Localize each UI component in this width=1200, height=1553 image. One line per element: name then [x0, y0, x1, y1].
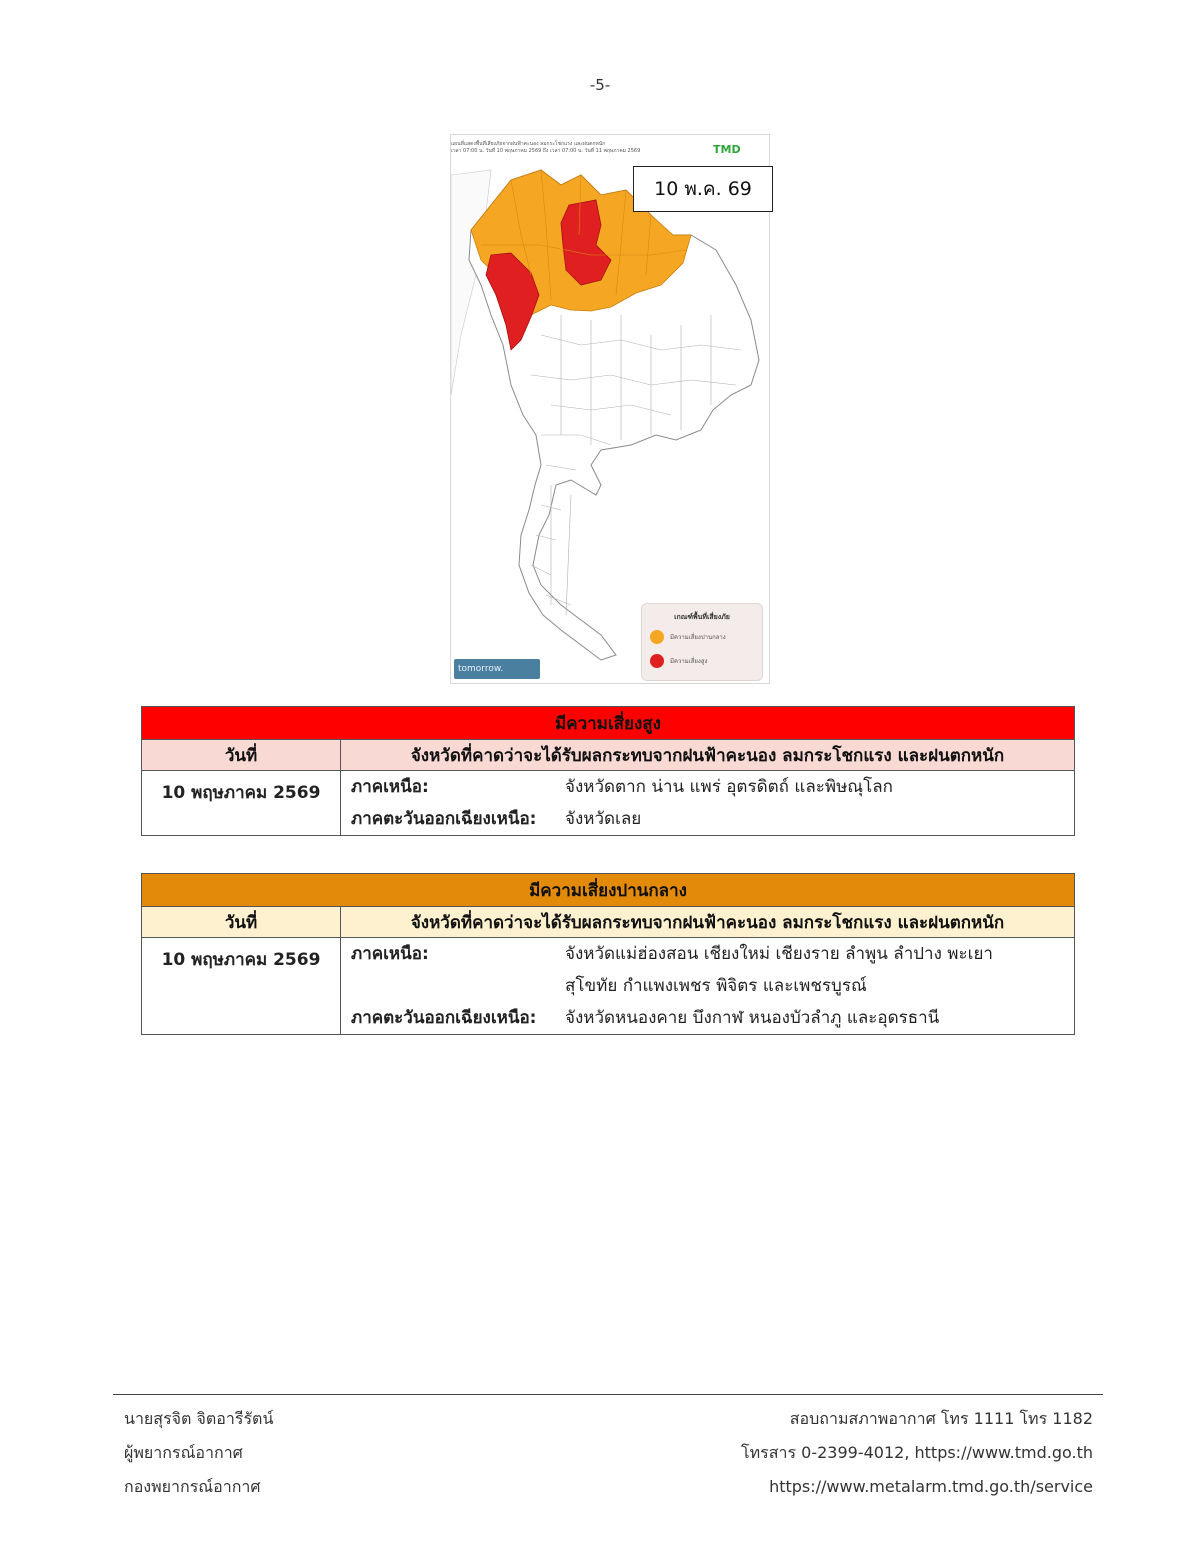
region-provinces: จังหวัดหนองคาย บึงกาฬ หนองบัวลำภู และอุดรธานี	[565, 1008, 940, 1028]
region-row	[351, 803, 1074, 835]
region-row-continued	[351, 970, 1074, 1002]
map-legend	[641, 603, 763, 681]
region-name: ภาคเหนือ:	[351, 944, 429, 964]
high-risk-date: 10 พฤษภาคม 2569	[142, 771, 341, 836]
region-name: ภาคตะวันออกเฉียงเหนือ:	[351, 1008, 537, 1028]
footer-divider	[113, 1394, 1103, 1395]
forecaster-position: ผู้พยากรณ์อากาศ	[124, 1443, 243, 1462]
region-row	[351, 938, 1074, 970]
region-provinces: จังหวัดเลย	[565, 809, 642, 829]
legend-item-high	[650, 654, 707, 668]
region-provinces: สุโขทัย กำแพงเพชร พิจิตร และเพชรบูรณ์	[565, 976, 867, 996]
moderate-risk-col-provinces: จังหวัดที่คาดว่าจะได้รับผลกระทบจากฝนฟ้าคะนอง ลมกระโชกแรง และฝนตกหนัก	[341, 907, 1075, 938]
map-date-label: 10 พ.ค. 69	[633, 166, 773, 212]
footer-contact	[741, 1402, 1093, 1504]
map-title: แผนที่แสดงพื้นที่เสี่ยงภัยจากฝนฟ้าคะนอง ลมกระโชกแรง และฝนตกหนัก	[451, 141, 606, 147]
high-risk-col-date: วันที่	[142, 740, 341, 771]
table-row	[142, 938, 1075, 1035]
moderate-risk-title: มีความเสี่ยงปานกลาง	[142, 874, 1075, 907]
forecaster-name: นายสุรจิต จิตอารีรัตน์	[124, 1409, 274, 1428]
moderate-risk-date: 10 พฤษภาคม 2569	[142, 938, 341, 1035]
high-risk-title: มีความเสี่ยงสูง	[142, 707, 1075, 740]
page-number: -5-	[589, 76, 611, 94]
region-row	[351, 771, 1074, 803]
high-risk-details	[341, 771, 1075, 836]
contact-fax-website: โทรสาร 0-2399-4012, https://www.tmd.go.th	[741, 1443, 1093, 1462]
region-row	[351, 1002, 1074, 1034]
legend-label-moderate: มีความเสี่ยงปานกลาง	[670, 634, 726, 641]
contact-metalarm-link: https://www.metalarm.tmd.go.th/service	[769, 1477, 1093, 1496]
region-provinces: จังหวัดแม่ฮ่องสอน เชียงใหม่ เชียงราย ลำพูน ลำปาง พะเยา	[565, 944, 993, 964]
high-dot-icon	[650, 654, 664, 668]
moderate-risk-table	[141, 873, 1075, 1035]
legend-title: เกณฑ์พื้นที่เสี่ยงภัย	[674, 613, 730, 621]
region-name: ภาคเหนือ:	[351, 777, 429, 797]
region-provinces: จังหวัดตาก น่าน แพร่ อุตรดิตถ์ และพิษณุโลก	[565, 777, 893, 797]
thailand-map	[451, 135, 769, 683]
moderate-dot-icon	[650, 630, 664, 644]
contact-phone: สอบถามสภาพอากาศ โทร 1111 โทร 1182	[789, 1409, 1093, 1428]
moderate-risk-details	[341, 938, 1075, 1035]
risk-map-figure	[450, 134, 770, 684]
forecaster-department: กองพยากรณ์อากาศ	[124, 1477, 261, 1496]
legend-label-high: มีความเสี่ยงสูง	[670, 658, 708, 665]
map-subtitle: เวลา 07:00 น. วันที่ 10 พฤษภาคม 2569 ถึง เวลา 07:00 น. วันที่ 11 พฤษภาคม 2569	[451, 148, 641, 154]
footer-signature	[124, 1402, 273, 1504]
moderate-risk-col-date: วันที่	[142, 907, 341, 938]
tmd-logo: TMD	[713, 143, 741, 156]
legend-item-moderate	[650, 630, 726, 644]
high-risk-table	[141, 706, 1075, 836]
high-risk-col-provinces: จังหวัดที่คาดว่าจะได้รับผลกระทบจากฝนฟ้าคะนอง ลมกระโชกแรง และฝนตกหนัก	[341, 740, 1075, 771]
table-row	[142, 771, 1075, 836]
tomorrow-logo: tomorrow.	[454, 659, 540, 679]
region-name: ภาคตะวันออกเฉียงเหนือ:	[351, 809, 537, 829]
